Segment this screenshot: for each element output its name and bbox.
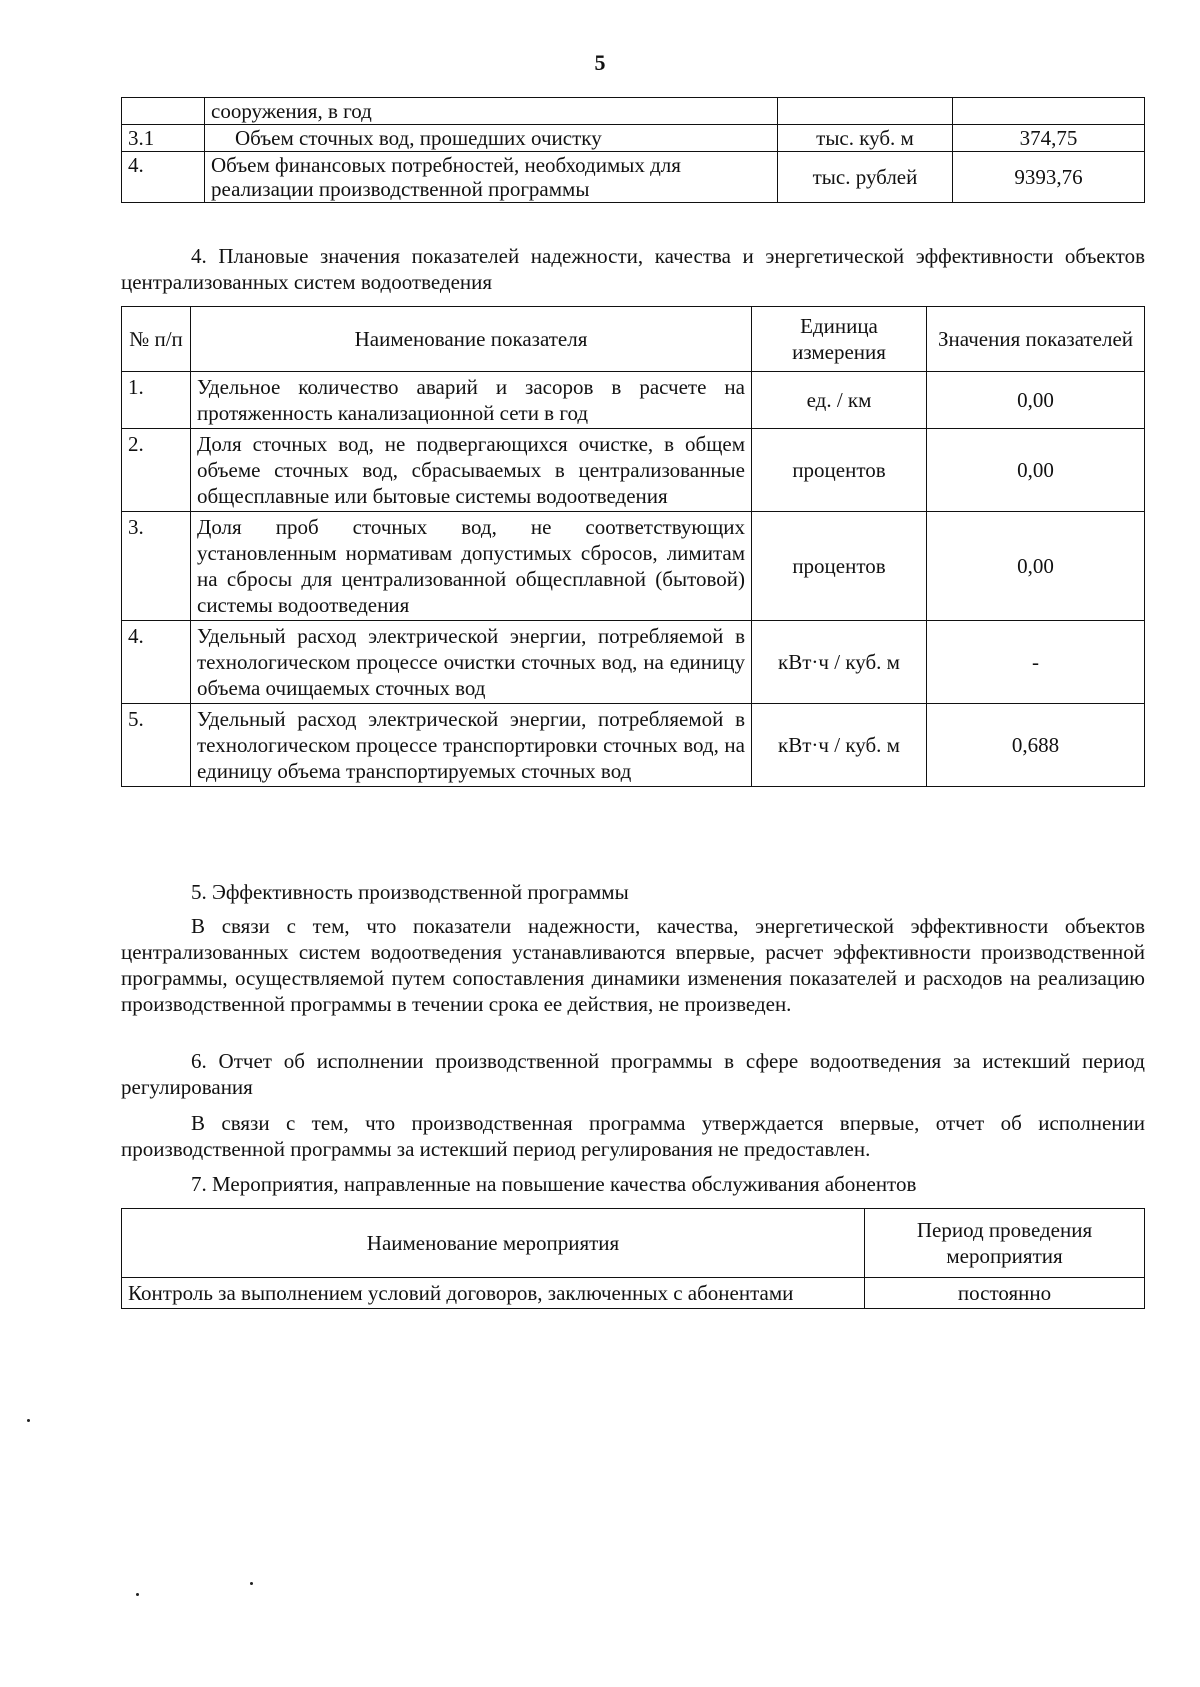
scan-speck [27, 1419, 30, 1422]
table-row [122, 621, 1145, 704]
row-number: 4. [122, 152, 205, 203]
row-unit: кВт·ч / куб. м [752, 704, 927, 787]
measure-name: Контроль за выполнением условий договоров, заключенных с абонентами [122, 1278, 865, 1309]
table-header-row [122, 1209, 1145, 1278]
table-row [122, 704, 1145, 787]
scan-speck [250, 1582, 253, 1585]
header-measure-period: Период проведения мероприятия [865, 1209, 1145, 1278]
row-unit: процентов [752, 429, 927, 512]
production-volume-table [121, 97, 1145, 203]
section-7-heading: 7. Мероприятия, направленные на повышение качества обслуживания абонентов [191, 1172, 917, 1196]
row-name: Объем финансовых потребностей, необходимых для реализации производственной программы [205, 152, 778, 203]
row-name: Доля проб сточных вод, не соответствующих установленным нормативам допустимых сбросов, лимитам на сбросы для централизованной общесплавной (бытовой) системы водоотведения [191, 512, 752, 621]
row-unit: тыс. куб. м [778, 125, 953, 152]
header-value: Значения показателей [927, 307, 1145, 372]
row-name: Удельное количество аварий и засоров в расчете на протяженность канализационной сети в год [191, 372, 752, 429]
row-number: 3.1 [122, 125, 205, 152]
row-value: 0,00 [927, 372, 1145, 429]
row-value: - [927, 621, 1145, 704]
table-row [122, 125, 1145, 152]
row-value [953, 98, 1145, 125]
row-name: Удельный расход электрической энергии, потребляемой в технологическом процессе очистки сточных вод, на единицу объема очищаемых сточных вод [191, 621, 752, 704]
section-5-text: В связи с тем, что показатели надежности, качества, энергетической эффективности объектов централизованных систем водоотведения устанавливаются впервые, расчет эффективности производственной программы, осуществляемой путем сопоставления динамики изменения показателей и расходов на реализацию производственной программы в течении срока ее действия, не произведен. [121, 914, 1145, 1016]
section-6-heading: 6. Отчет об исполнении производственной программы в сфере водоотведения за истекший период регулирования [121, 1049, 1145, 1099]
row-value: 374,75 [953, 125, 1145, 152]
row-value: 0,00 [927, 512, 1145, 621]
row-number [122, 98, 205, 125]
row-value: 9393,76 [953, 152, 1145, 203]
section-6-text: В связи с тем, что производственная программа утверждается впервые, отчет об исполнении производственной программы за истекший период регулирования не предоставлен. [121, 1111, 1145, 1161]
row-number: 5. [122, 704, 191, 787]
table-row [122, 429, 1145, 512]
row-name: Удельный расход электрической энергии, потребляемой в технологическом процессе транспортировки сточных вод, на единицу объема транспортируемых сточных вод [191, 704, 752, 787]
row-value: 0,00 [927, 429, 1145, 512]
header-unit: Единица измерения [752, 307, 927, 372]
header-name: Наименование показателя [191, 307, 752, 372]
page-number: 5 [594, 50, 606, 75]
row-name: Объем сточных вод, прошедших очистку [205, 125, 778, 152]
table-row [122, 1278, 1145, 1309]
row-number: 3. [122, 512, 191, 621]
row-unit: ед. / км [752, 372, 927, 429]
table-header-row [122, 307, 1145, 372]
row-number: 2. [122, 429, 191, 512]
measure-period: постоянно [865, 1278, 1145, 1309]
header-measure-name: Наименование мероприятия [122, 1209, 865, 1278]
row-name: сооружения, в год [205, 98, 778, 125]
row-unit: процентов [752, 512, 927, 621]
row-unit [778, 98, 953, 125]
row-value: 0,688 [927, 704, 1145, 787]
section-4-heading: 4. Плановые значения показателей надежности, качества и энергетической эффективности объектов централизованных систем водоотведения [121, 244, 1145, 294]
row-unit: тыс. рублей [778, 152, 953, 203]
row-unit: кВт·ч / куб. м [752, 621, 927, 704]
scan-speck [136, 1593, 139, 1596]
row-name: Доля сточных вод, не подвергающихся очистке, в общем объеме сточных вод, сбрасываемых в централизованные общесплавные или бытовые системы водоотведения [191, 429, 752, 512]
table-row [122, 372, 1145, 429]
table-row [122, 98, 1145, 125]
header-num: № п/п [122, 307, 191, 372]
measures-table [121, 1208, 1145, 1309]
section-5-heading: 5. Эффективность производственной программы [191, 880, 629, 904]
table-row [122, 152, 1145, 203]
row-number: 4. [122, 621, 191, 704]
indicators-table [121, 306, 1145, 787]
table-row [122, 512, 1145, 621]
row-number: 1. [122, 372, 191, 429]
